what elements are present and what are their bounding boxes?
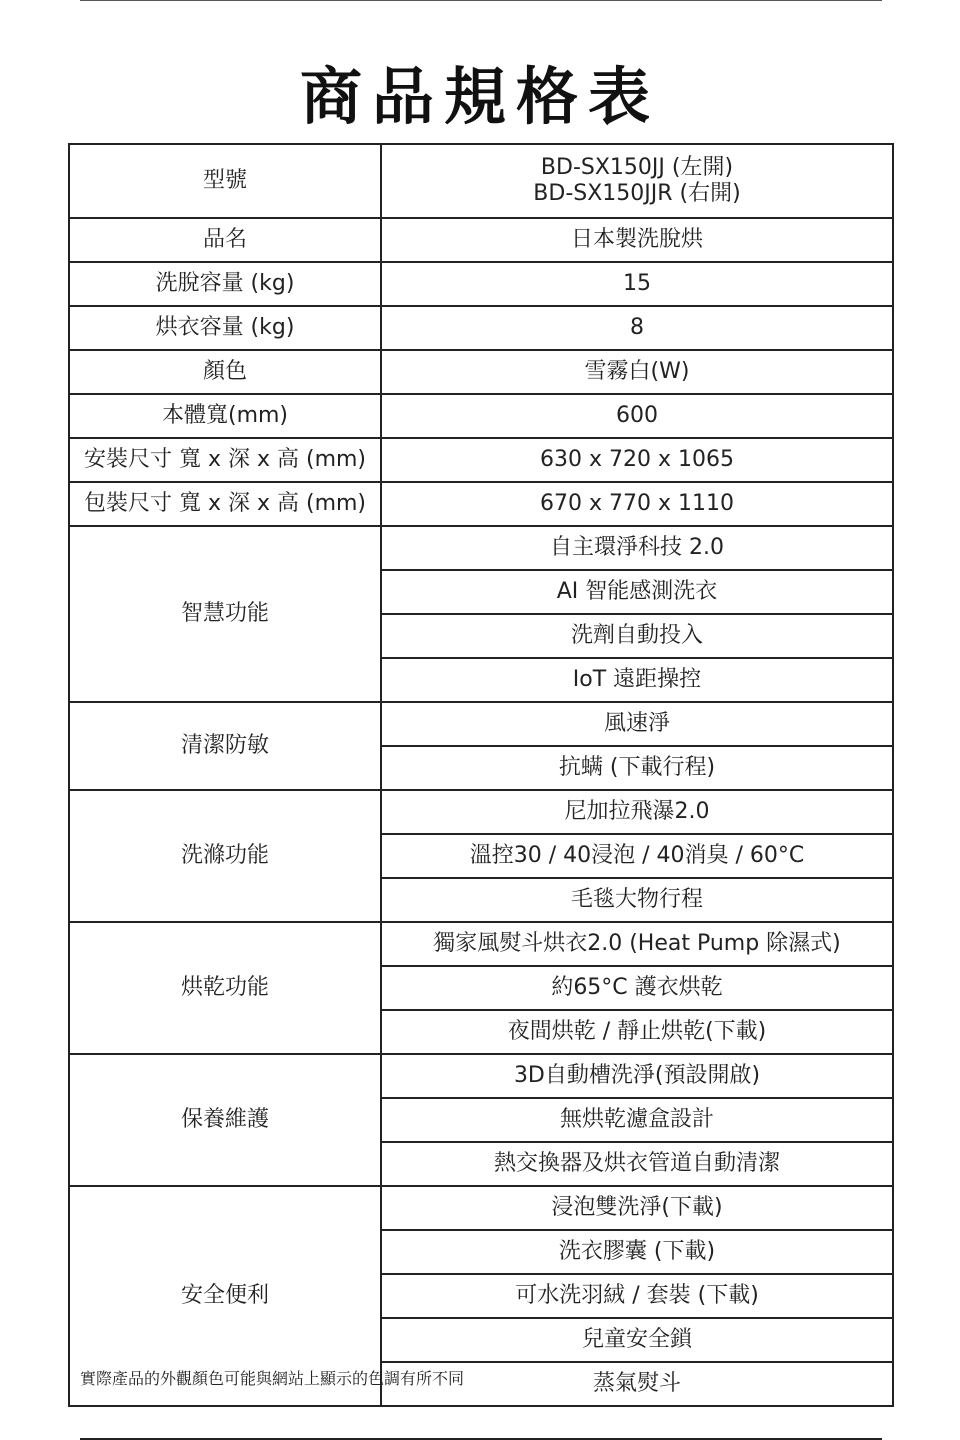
- feature-item: 無烘乾濾盒設計: [381, 1098, 893, 1142]
- feature-item: 尼加拉飛瀑2.0: [381, 790, 893, 834]
- table-row: [69, 1186, 893, 1230]
- page-title: 商品規格表: [299, 60, 660, 133]
- table-row: [69, 922, 893, 966]
- spec-label: 顏色: [69, 350, 381, 394]
- feature-item: 蒸氣熨斗: [381, 1362, 893, 1406]
- spec-label: 型號: [69, 144, 381, 218]
- table-row: [69, 218, 893, 262]
- spec-label: 包裝尺寸 寬 x 深 x 高 (mm): [69, 482, 381, 526]
- table-row: [69, 262, 893, 306]
- feature-item: 可水洗羽絨 / 套裝 (下載): [381, 1274, 893, 1318]
- feature-group-label: 清潔防敏: [69, 702, 381, 790]
- feature-item: IoT 遠距操控: [381, 658, 893, 702]
- model-left-open: BD-SX150JJ (左開): [540, 155, 734, 180]
- feature-item: 兒童安全鎖: [381, 1318, 893, 1362]
- top-divider: [80, 0, 882, 1]
- spec-value-model: [381, 144, 893, 218]
- feature-item: 抗螨 (下載行程): [381, 746, 893, 790]
- spec-table: [68, 143, 894, 1407]
- spec-table-body: [69, 144, 893, 1406]
- spec-value: 雪霧白(W): [381, 350, 893, 394]
- feature-item: AI 智能感測洗衣: [381, 570, 893, 614]
- feature-item: 毛毯大物行程: [381, 878, 893, 922]
- feature-item: 自主環淨科技 2.0: [381, 526, 893, 570]
- table-row: [69, 526, 893, 570]
- spec-value: 670 x 770 x 1110: [381, 482, 893, 526]
- spec-value: 15: [381, 262, 893, 306]
- table-row: [69, 790, 893, 834]
- feature-item: 溫控30 / 40浸泡 / 40消臭 / 60°C: [381, 834, 893, 878]
- footnote: 實際產品的外觀顏色可能與網站上顯示的色調有所不同: [80, 1369, 465, 1388]
- feature-item: 洗衣膠囊 (下載): [381, 1230, 893, 1274]
- feature-item: 熱交換器及烘衣管道自動清潔: [381, 1142, 893, 1186]
- table-row: [69, 350, 893, 394]
- feature-item: 洗劑自動投入: [381, 614, 893, 658]
- table-row: [69, 482, 893, 526]
- feature-item: 3D自動槽洗淨(預設開啟): [381, 1054, 893, 1098]
- table-row: [69, 702, 893, 746]
- table-row: [69, 306, 893, 350]
- feature-item: 約65°C 護衣烘乾: [381, 966, 893, 1010]
- table-row-model: [69, 144, 893, 218]
- spec-label: 本體寬(mm): [69, 394, 381, 438]
- feature-group-label: 洗滌功能: [69, 790, 381, 922]
- spec-label: 安裝尺寸 寬 x 深 x 高 (mm): [69, 438, 381, 482]
- spec-value: 600: [381, 394, 893, 438]
- feature-item: 風速淨: [381, 702, 893, 746]
- feature-item: 夜間烘乾 / 靜止烘乾(下載): [381, 1010, 893, 1054]
- feature-group-label: 烘乾功能: [69, 922, 381, 1054]
- spec-value: 630 x 720 x 1065: [381, 438, 893, 482]
- feature-item: 獨家風熨斗烘衣2.0 (Heat Pump 除濕式): [381, 922, 893, 966]
- feature-group-label: 保養維護: [69, 1054, 381, 1186]
- model-right-open: BD-SX150JJR (右開): [533, 181, 741, 206]
- feature-item: 浸泡雙洗淨(下載): [381, 1186, 893, 1230]
- table-row: [69, 438, 893, 482]
- feature-group-label: 安全便利: [69, 1186, 381, 1406]
- spec-label: 洗脫容量 (kg): [69, 262, 381, 306]
- spec-label: 品名: [69, 218, 381, 262]
- spec-value: 8: [381, 306, 893, 350]
- table-row: [69, 1054, 893, 1098]
- spec-label: 烘衣容量 (kg): [69, 306, 381, 350]
- spec-value: 日本製洗脫烘: [381, 218, 893, 262]
- feature-group-label: 智慧功能: [69, 526, 381, 702]
- table-row: [69, 394, 893, 438]
